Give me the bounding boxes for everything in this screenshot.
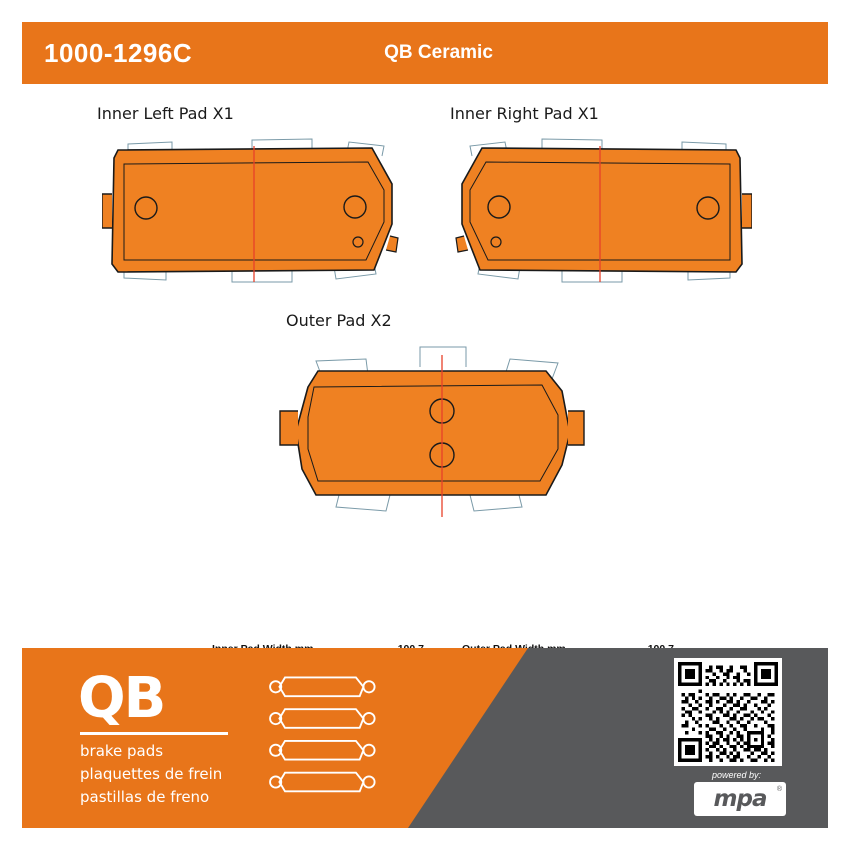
- pad-diagram-area: [22, 84, 828, 642]
- tagline-spanish: pastillas de freno: [80, 788, 210, 806]
- outer-pad-label: Outer Pad X2: [286, 311, 392, 330]
- mini-pad-icons: [262, 670, 392, 810]
- inner-right-pad-drawing: [452, 132, 752, 297]
- partner-logo: [694, 782, 786, 816]
- inner-right-pad-label: Inner Right Pad X1: [450, 104, 599, 123]
- product-type-label: QB Ceramic: [384, 42, 493, 63]
- outer-pad-drawing: [270, 339, 590, 529]
- tagline-french: plaquettes de frein: [80, 765, 223, 783]
- tagline-english: brake pads: [80, 742, 164, 760]
- powered-by-label: powered by:: [712, 770, 762, 780]
- partner-logo-text: mpa: [713, 786, 767, 812]
- page-title: 1000-1296C: [44, 37, 193, 68]
- inner-left-pad-drawing: [102, 132, 402, 297]
- inner-left-pad-label: Inner Left Pad X1: [97, 104, 234, 123]
- registered-mark: ®: [776, 786, 782, 793]
- qr-code-image: [678, 662, 778, 762]
- qr-code[interactable]: [674, 658, 782, 766]
- footer-banner: [22, 648, 828, 828]
- brand-logo: QB: [78, 666, 165, 731]
- header-bar: [22, 22, 828, 84]
- brand-divider: [80, 732, 228, 735]
